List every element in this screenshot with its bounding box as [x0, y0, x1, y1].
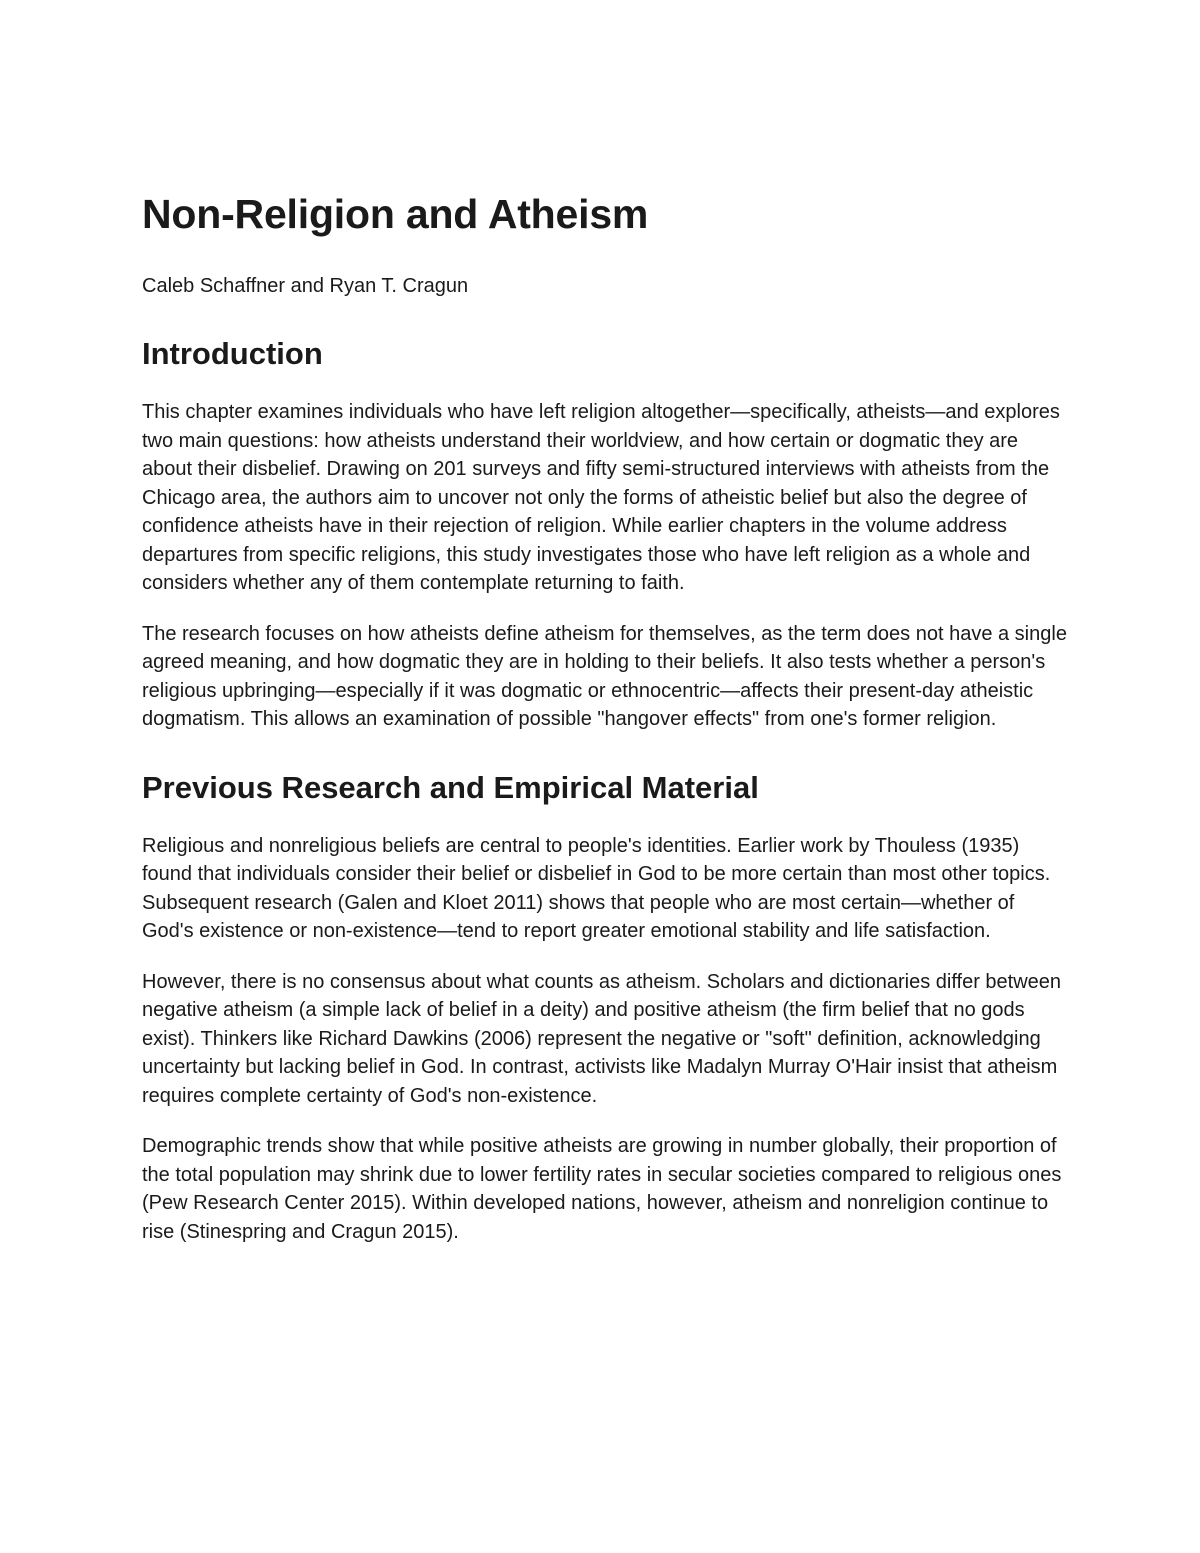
section-introduction — [142, 335, 1067, 734]
section-previous-research — [142, 769, 1067, 1247]
paragraph: This chapter examines individuals who have left religion altogether—specifically, atheists—and explores two main questions: how atheists understand their worldview, and how certain or dogmatic they are about their disbelief. Drawing on 201 surveys and fifty semi-structured interviews with atheists from the Chicago area, the authors aim to uncover not only the forms of atheistic belief but also the degree of confidence atheists have in their rejection of religion. While earlier chapters in the volume address departures from specific religions, this study investigates those who have left religion as a whole and considers whether any of them contemplate returning to faith. — [142, 401, 1060, 594]
paragraph: The research focuses on how atheists define atheism for themselves, as the term does not have a single agreed meaning, and how dogmatic they are in holding to their beliefs. It also tests whether a person's religious upbringing—especially if it was dogmatic or ethnocentric—affects their present-day atheistic dogmatism. This allows an examination of possible "hangover effects" from one's former religion. — [142, 622, 1067, 730]
section-heading: Introduction — [142, 336, 323, 371]
document-page — [142, 190, 1067, 1246]
section-heading: Previous Research and Empirical Material — [142, 769, 759, 805]
paragraph: Demographic trends show that while positive atheists are growing in number globally, their proportion of the total population may shrink due to lower fertility rates in secular societies compared to religious ones (Pew Research Center 2015). Within developed nations, however, atheism and nonreligion continue to rise (Stinespring and Cragun 2015). — [142, 1135, 1062, 1243]
document-title: Non-Religion and Atheism — [142, 191, 649, 237]
paragraph: Religious and nonreligious beliefs are central to people's identities. Earlier work by Thouless (1935) found that individuals consider their belief or disbelief in God to be more certain than most other topics. Subsequent research (Galen and Kloet 2011) shows that people who are most certain—whether of God's existence or non-existence—tend to report greater emotional stability and life satisfaction. — [142, 834, 1051, 942]
document-authors: Caleb Schaffner and Ryan T. Cragun — [142, 275, 469, 297]
paragraph: However, there is no consensus about what counts as atheism. Scholars and dictionaries differ between negative atheism (a simple lack of belief in a deity) and positive atheism (the firm belief that no gods exist). Thinkers like Richard Dawkins (2006) represent the negative or "soft" definition, acknowledging uncertainty but lacking belief in God. In contrast, activists like Madalyn Murray O'Hair insist that atheism requires complete certainty of God's non-existence. — [142, 970, 1062, 1107]
